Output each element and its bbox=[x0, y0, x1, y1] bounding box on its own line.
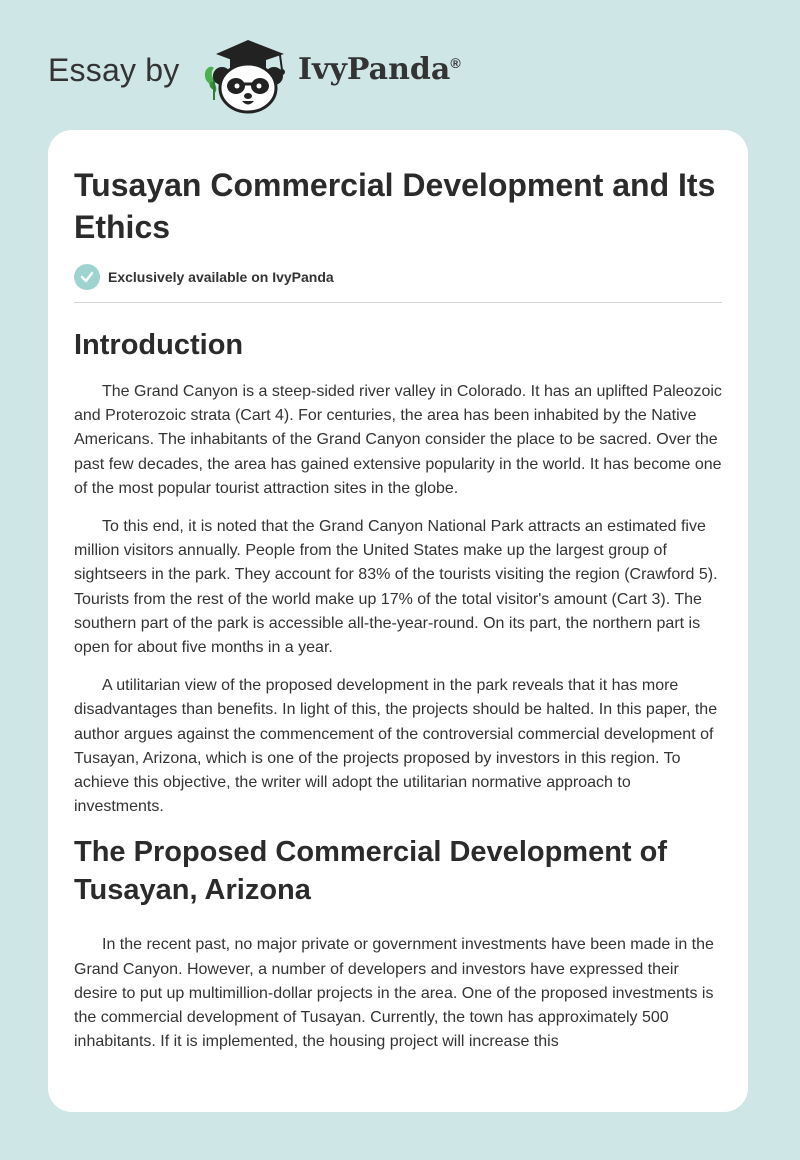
essay-body bbox=[74, 326, 722, 1068]
divider bbox=[74, 302, 722, 303]
page-title: Tusayan Commercial Development and Its Ethics bbox=[74, 167, 716, 245]
paragraph: To this end, it is noted that the Grand Canyon National Park attracts an estimated five million visitors annually. People from the United States make up the largest group of sightseers in the park. They account for 83% of the tourists visiting the region (Crawford 5). Tourists from the rest of the world make up 17% of the total visitor's amount (Cart 3). The southern part of the park is accessible all-the-year-round. On its part, the northern part is open for about five months in a year. bbox=[74, 518, 718, 657]
essay-card bbox=[48, 130, 748, 1112]
site-header bbox=[0, 0, 800, 130]
checkmark-icon bbox=[74, 264, 100, 290]
brand-name[interactable]: IvyPanda® bbox=[298, 52, 461, 87]
paragraph: A utilitarian view of the proposed development in the park reveals that it has more disadvantages than benefits. In light of this, the projects should be halted. In this paper, the author argues against the commencement of the controversial commercial development of Tusayan, Arizona, which is one of the projects proposed by investors in this region. To achieve this objective, the writer will adopt the utilitarian normative approach to investments. bbox=[74, 677, 718, 816]
brand-prefix: Essay by bbox=[48, 52, 180, 88]
exclusive-badge bbox=[74, 264, 334, 290]
badge-label: Exclusively available on IvyPanda bbox=[108, 269, 334, 285]
section-heading-proposed-development: The Proposed Commercial Development of Tusayan, Arizona bbox=[74, 836, 668, 907]
section-heading-introduction: Introduction bbox=[74, 329, 244, 361]
panda-logo-icon[interactable] bbox=[200, 34, 296, 114]
paragraph: The Grand Canyon is a steep-sided river valley in Colorado. It has an uplifted Paleozoic and Proterozoic strata (Cart 4). For centuries, the area has been inhabited by the Native Americans. The inhabitants of the Grand Canyon consider the place to be sacred. Over the past few decades, the area has gained extensive popularity in the world. It has become one of the most popular tourist attraction sites in the globe. bbox=[74, 383, 722, 497]
paragraph: In the recent past, no major private or government investments have been made in the Grand Canyon. However, a number of developers and investors have expressed their desire to put up multimillion-dollar projects in the area. One of the proposed investments is the commercial development of Tusayan. Currently, the town has approximately 500 inhabitants. If it is implemented, the housing project will increase this bbox=[74, 936, 714, 1051]
